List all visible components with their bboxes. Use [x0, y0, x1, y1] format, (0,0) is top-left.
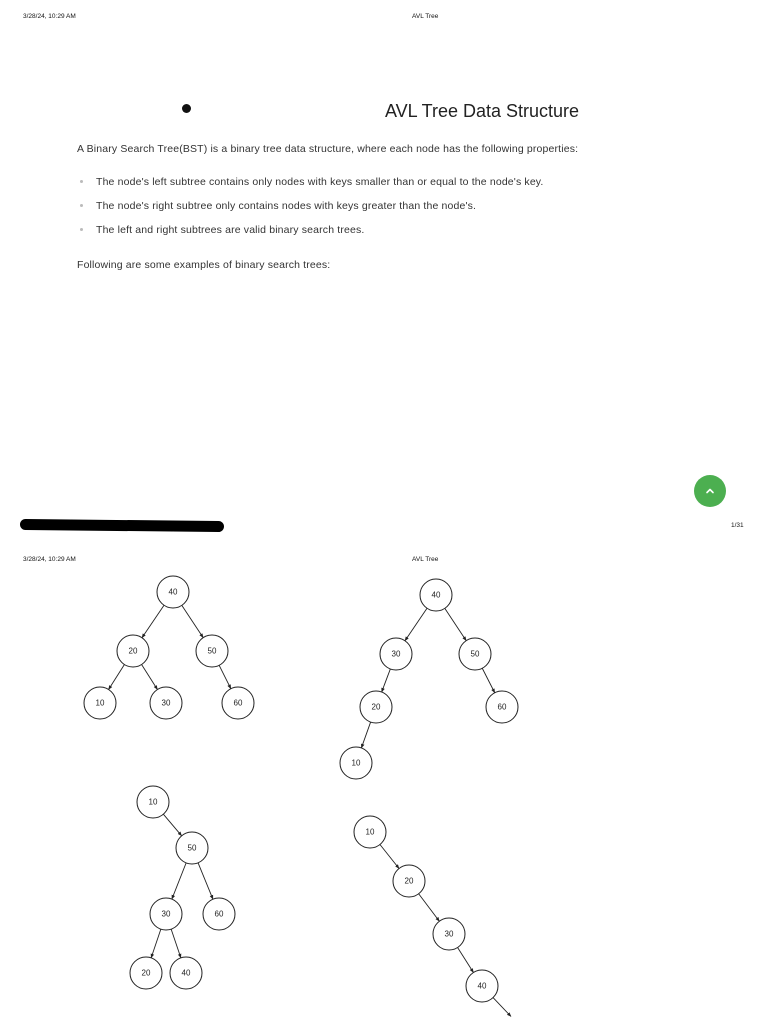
tree-node-label: 60 [233, 698, 243, 708]
tree-node [420, 579, 452, 611]
tree-node-label: 10 [365, 827, 375, 837]
tree-edge [493, 998, 511, 1017]
tree-node-label: 20 [404, 876, 414, 886]
tree-node-label: 10 [351, 758, 361, 768]
tree-edge [142, 605, 164, 638]
tree-node-label: 20 [371, 702, 381, 712]
tree-edge [482, 668, 494, 692]
print-datetime-page2: 3/28/24, 10:29 AM [23, 556, 76, 563]
tree-node-label: 50 [187, 843, 197, 853]
tree-edge [198, 863, 213, 899]
tree-edge [109, 665, 125, 690]
tree-node [137, 786, 169, 818]
tree-edge [445, 608, 466, 640]
tree-node-label: 60 [497, 702, 507, 712]
tree-node-label: 50 [207, 646, 217, 656]
tree-edge [361, 722, 370, 748]
tree-node [117, 635, 149, 667]
tree-node-label: 30 [444, 929, 454, 939]
tree-node-label: 60 [214, 909, 224, 919]
tree-2 [340, 579, 518, 779]
scroll-to-top-button[interactable] [694, 475, 726, 507]
redaction-scribble [20, 519, 224, 532]
tree-node-label: 40 [168, 587, 178, 597]
print-doc-title: AVL Tree [412, 13, 439, 20]
list-item: The node's right subtree only contains nodes with keys greater than the node's. [77, 196, 544, 220]
intro-paragraph: A Binary Search Tree(BST) is a binary tree data structure, where each node has the following properties: [77, 143, 579, 155]
tree-3 [130, 786, 235, 989]
properties-list [77, 172, 544, 244]
tree-4 [354, 816, 511, 1016]
tree-edge [458, 948, 474, 973]
tree-node-label: 40 [181, 968, 191, 978]
tree-edge [219, 665, 231, 688]
print-datetime: 3/28/24, 10:29 AM [23, 13, 76, 20]
tree-node [433, 918, 465, 950]
tree-node-label: 20 [141, 968, 151, 978]
tree-node-label: 20 [128, 646, 138, 656]
tree-node [157, 576, 189, 608]
tree-edge [151, 929, 161, 958]
tree-node [459, 638, 491, 670]
tree-node-label: 40 [431, 590, 441, 600]
tree-node-label: 30 [391, 649, 401, 659]
examples-intro: Following are some examples of binary search trees: [77, 259, 331, 271]
tree-edge [182, 605, 203, 637]
page-number: 1/31 [731, 522, 744, 529]
tree-edge [171, 929, 181, 958]
page-title: AVL Tree Data Structure [384, 101, 580, 121]
tree-edge [382, 669, 391, 692]
tree-node-label: 50 [470, 649, 480, 659]
tree-1 [84, 576, 254, 719]
chevron-up-icon [705, 486, 715, 496]
tree-node [170, 957, 202, 989]
tree-node-label: 30 [161, 698, 171, 708]
tree-edge [163, 814, 181, 836]
bst-examples-figure [0, 560, 768, 1024]
tree-node [340, 747, 372, 779]
tree-node [222, 687, 254, 719]
tree-node [150, 898, 182, 930]
tree-node-label: 10 [95, 698, 105, 708]
tree-node-label: 10 [148, 797, 158, 807]
tree-node [486, 691, 518, 723]
tree-node [393, 865, 425, 897]
tree-node [196, 635, 228, 667]
tree-node [176, 832, 208, 864]
tree-node [380, 638, 412, 670]
tree-edge [405, 608, 427, 641]
tree-edge [172, 863, 186, 899]
tree-node [84, 687, 116, 719]
list-item: The node's left subtree contains only nodes with keys smaller than or equal to the node's key. [77, 172, 544, 196]
tree-node [130, 957, 162, 989]
tree-node [354, 816, 386, 848]
list-item: The left and right subtrees are valid binary search trees. [77, 220, 544, 244]
tree-edge [142, 665, 158, 690]
tree-node-label: 30 [161, 909, 171, 919]
tree-edge [380, 845, 399, 869]
tree-node-label: 40 [477, 981, 487, 991]
tree-node [203, 898, 235, 930]
tree-node [360, 691, 392, 723]
tree-node [150, 687, 182, 719]
tree-edge [419, 894, 440, 921]
print-doc-title-page2: AVL Tree [412, 556, 439, 563]
tree-node [466, 970, 498, 1002]
